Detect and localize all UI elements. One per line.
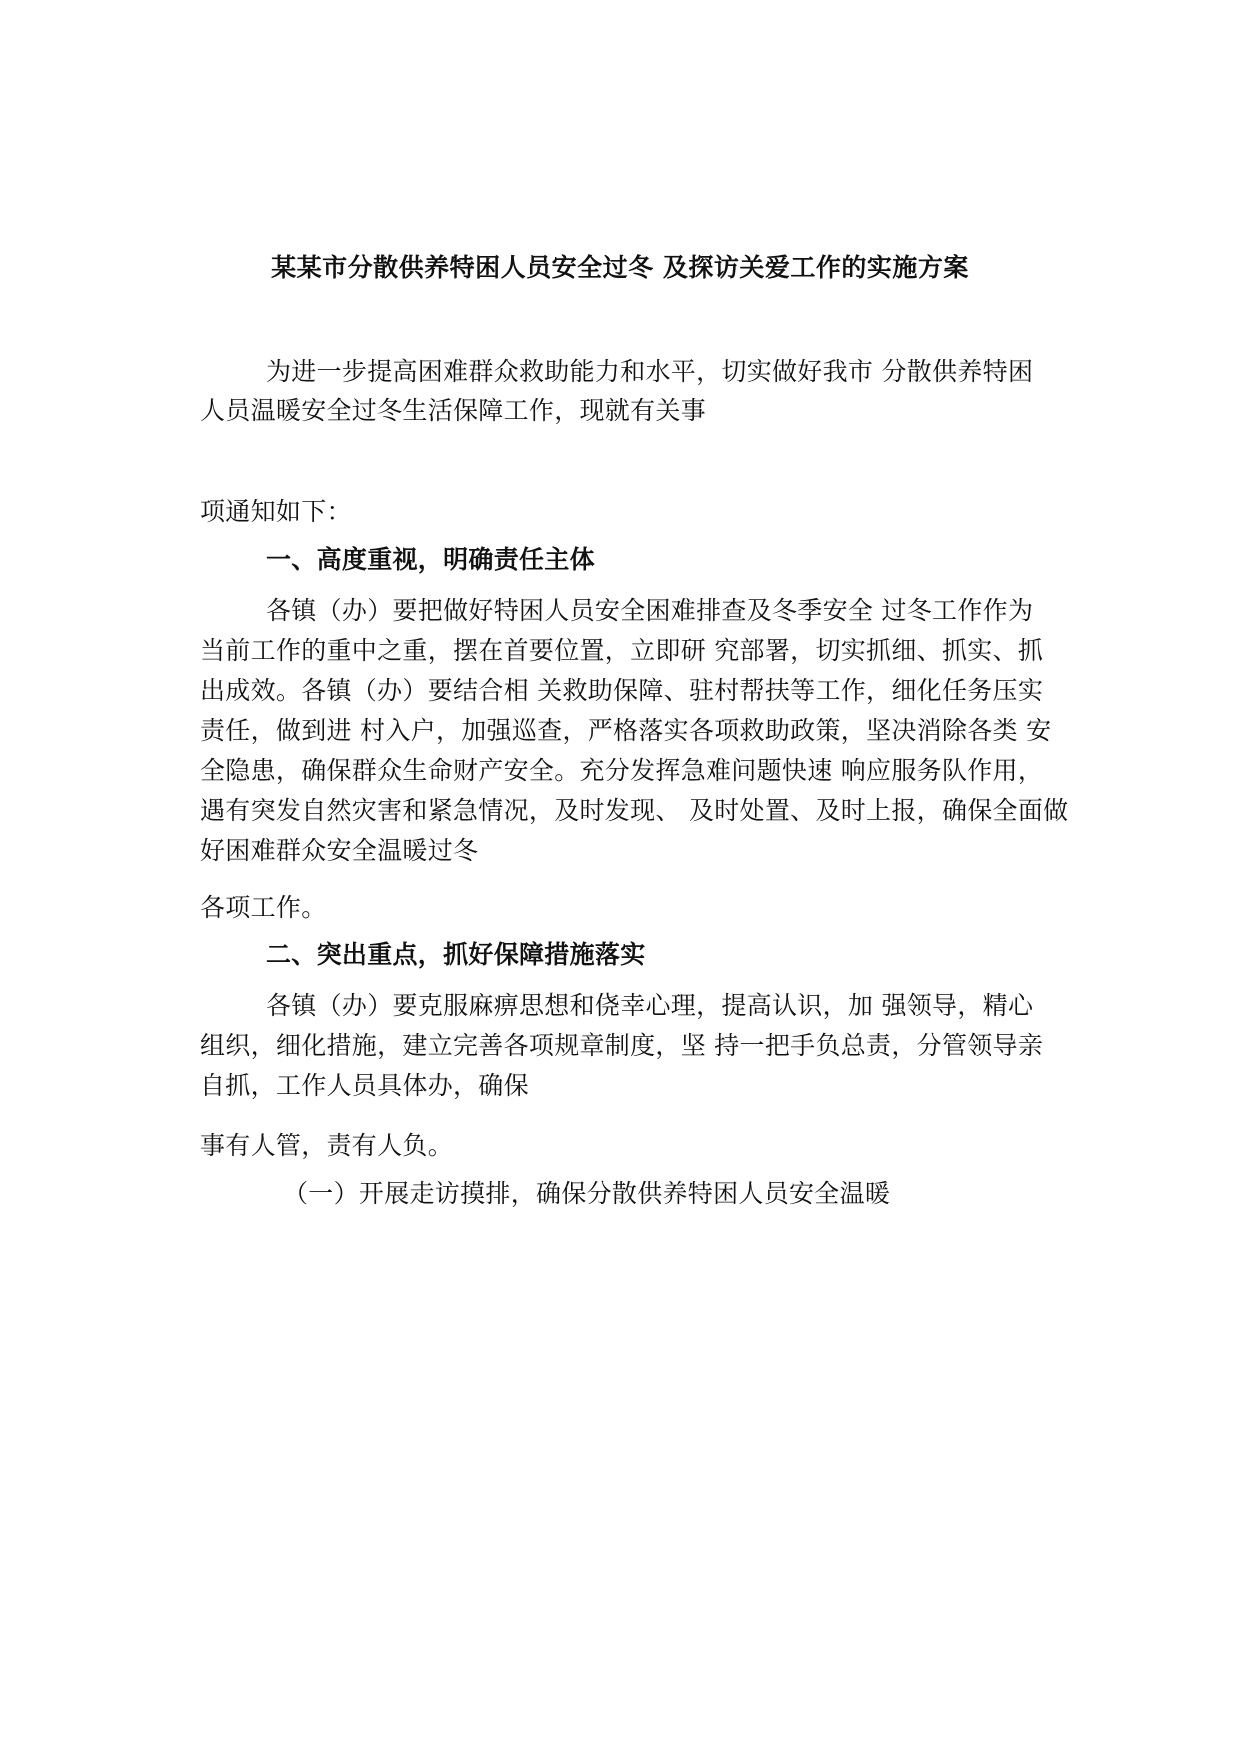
subsection-heading-1: （一）开展走访摸排，确保分散供养特困人员安全温暖 (283, 1179, 891, 1208)
paragraph-line-10: 遇有突发自然灾害和紧急情况，及时发现、 及时处置、及时上报，确保全面做 (200, 796, 1069, 825)
section-heading-1: 一、高度重视，明确责任主体 (266, 545, 595, 574)
paragraph-line-9: 全隐患，确保群众生命财产安全。充分发挥急难问题快速 响应服务队作用， (200, 756, 1044, 785)
paragraph-line-5: 各镇（办）要把做好特困人员安全困难排查及冬季安全 过冬工作作为 (266, 596, 1034, 625)
document-title: 某某市分散供养特困人员安全过冬 及探访关爱工作的实施方案 (271, 253, 969, 282)
paragraph-line-11: 好困难群众安全温暖过冬 (200, 836, 479, 865)
paragraph-line-15: 组织，细化措施，建立完善各项规章制度，坚 持一把手负总责，分管领导亲 (200, 1031, 1044, 1060)
paragraph-line-6: 当前工作的重中之重，摆在首要位置，立即研 究部署，切实抓细、抓实、抓 (200, 636, 1044, 665)
paragraph-line-14: 各镇（办）要克服麻痹思想和侥幸心理，提高认识，加 强领导，精心 (266, 991, 1034, 1020)
paragraph-line-2: 人员温暖安全过冬生活保障工作，现就有关事 (200, 396, 707, 425)
paragraph-line-16: 自抓，工作人员具体办，确保 (200, 1071, 529, 1100)
paragraph-line-8: 责任，做到进 村入户，加强巡查，严格落实各项救助政策，坚决消除各类 安 (200, 716, 1052, 745)
paragraph-line-1: 为进一步提高困难群众救助能力和水平，切实做好我市 分散供养特困 (266, 357, 1034, 386)
section-heading-2: 二、突出重点，抓好保障措施落实 (266, 940, 646, 969)
paragraph-line-12: 各项工作。 (200, 893, 327, 922)
paragraph-line-3: 项通知如下： (200, 497, 352, 526)
paragraph-line-17: 事有人管，责有人负。 (200, 1131, 454, 1160)
paragraph-line-7: 出成效。各镇（办）要结合相 关救助保障、驻村帮扶等工作，细化任务压实 (200, 676, 1044, 705)
